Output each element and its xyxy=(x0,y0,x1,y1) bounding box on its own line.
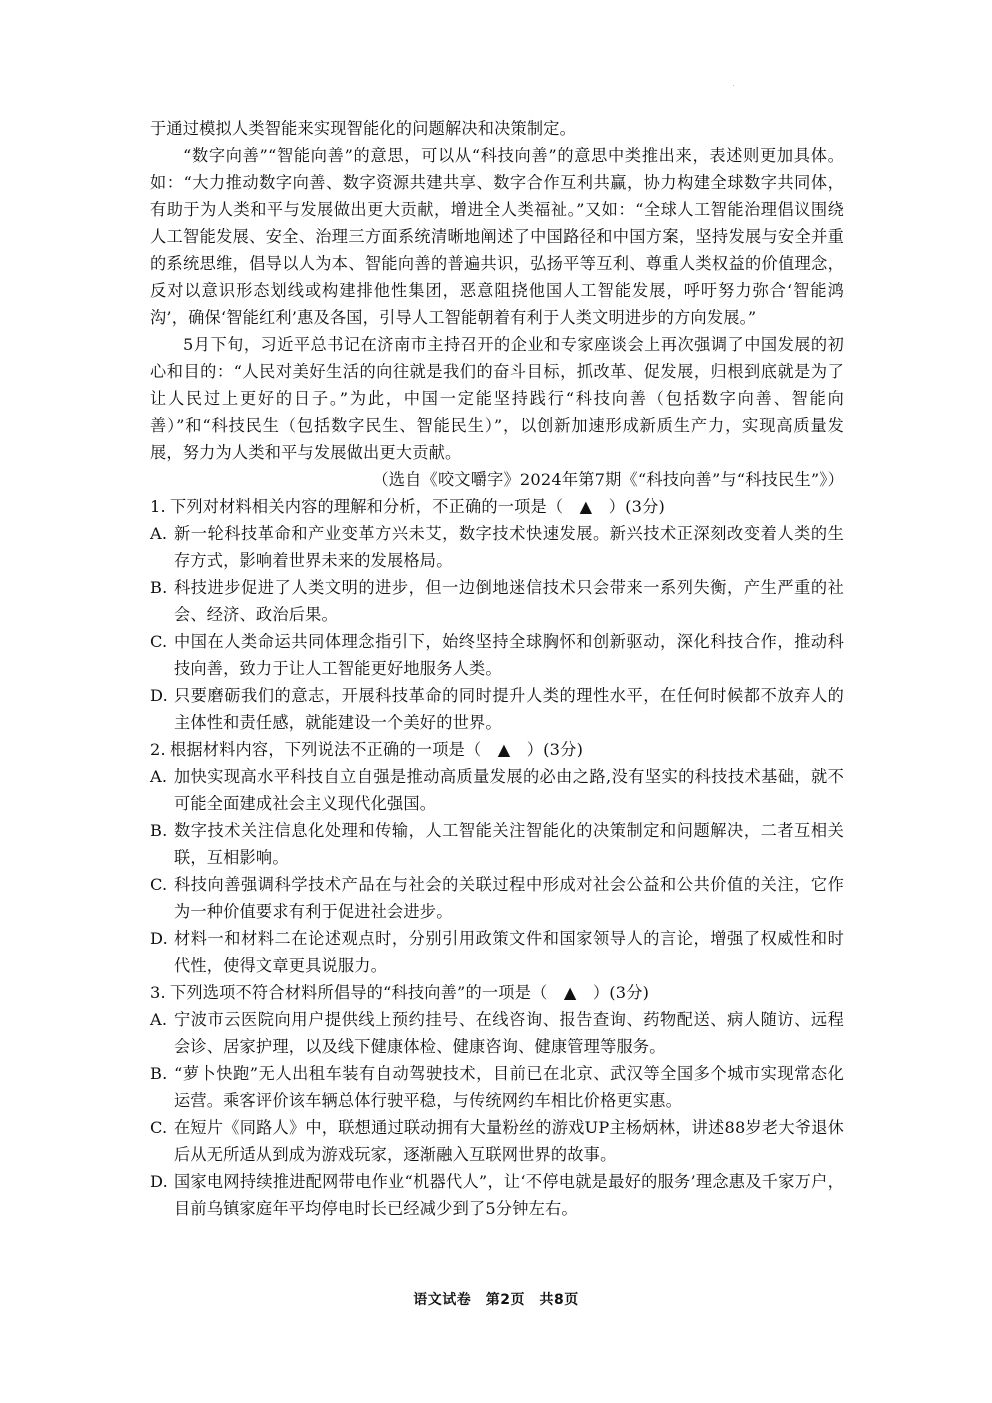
option-letter: C. xyxy=(150,875,168,894)
question-number: 3. xyxy=(150,983,166,1002)
option-letter: D. xyxy=(150,929,168,948)
option xyxy=(150,925,844,979)
passage-paragraph-1: “数字向善”“智能向善”的意思，可以从“科技向善”的意思中类推出来，表述则更加具体。如：“大力推动数字向善、数字资源共建共享、数字合作互利共赢，协力构建全球数字共同体，有助于为人类和平与发展做出更大贡献，增进全人类福祉。”又如：“全球人工智能治理倡议围绕人工智能发展、安全、治理三方面系统清晰地阐述了中国路径和中国方案，坚持发展与安全并重的系统思维，倡导以人为本、智能向善的普遍共识，弘扬平等互利、尊重人类权益的价值理念，反对以意识形态划线或构建排他性集团，恶意阻挠他国人工智能发展，呼吁努力弥合‘智能鸿沟’，确保‘智能红利’惠及各国，引导人工智能朝着有利于人类文明进步的方向发展。” xyxy=(150,146,844,327)
option-text: 在短片《同路人》中，联想通过联动拥有大量粉丝的游戏UP主杨炳林，讲述88岁老大爷退休后从无所适从到成为游戏玩家，逐渐融入互联网世界的故事。 xyxy=(174,1118,844,1164)
passage-continued-line: 于通过模拟人类智能来实现智能化的问题解决和决策制定。 xyxy=(150,119,577,138)
option xyxy=(150,1006,844,1060)
passage-paragraph-2: 5月下旬，习近平总书记在济南市主持召开的企业和专家座谈会上再次强调了中国发展的初心和目的：“人民对美好生活的向往就是我们的奋斗目标，抓改革、促发展，归根到底就是为了让人民过上更好的日子。”为此，中国一定能坚持践行“科技向善（包括数字向善、智能向善）”和“科技民生（包括数字民生、智能民生）”，以创新加速形成新质生产力，实现高质量发展，努力为人类和平与发展做出更大贡献。 xyxy=(150,335,844,462)
option xyxy=(150,871,844,925)
question-1 xyxy=(150,493,844,736)
option xyxy=(150,1168,844,1222)
option xyxy=(150,1060,844,1114)
option-letter: B. xyxy=(150,1064,168,1083)
option-letter: C. xyxy=(150,1118,168,1137)
option-letter: A. xyxy=(150,767,168,786)
question-number: 1. xyxy=(150,497,166,516)
question-stem: 下列选项不符合材料所倡导的“科技向善”的一项是（ ▲ ）(3分) xyxy=(170,983,650,1002)
option xyxy=(150,1114,844,1168)
option-letter: C. xyxy=(150,632,168,651)
option xyxy=(150,628,844,682)
option-letter: B. xyxy=(150,821,168,840)
question-stem: 下列对材料相关内容的理解和分析，不正确的一项是（ ▲ ）(3分) xyxy=(170,497,666,516)
option-text: 数字技术关注信息化处理和传输，人工智能关注智能化的决策制定和问题解决，二者互相关联，互相影响。 xyxy=(174,821,844,867)
option xyxy=(150,763,844,817)
option-text: 材料一和材料二在论述观点时，分别引用政策文件和国家领导人的言论，增强了权威性和时代性，使得文章更具说服力。 xyxy=(174,929,844,975)
option-text: 宁波市云医院向用户提供线上预约挂号、在线咨询、报告查询、药物配送、病人随访、远程会诊、居家护理，以及线下健康体检、健康咨询、健康管理等服务。 xyxy=(174,1010,844,1056)
page-footer: 语文试卷 第2页 共8页 xyxy=(413,1292,579,1308)
option-text: 科技进步促进了人类文明的进步，但一边倒地迷信技术只会带来一系列失衡，产生严重的社会、经济、政治后果。 xyxy=(174,578,844,624)
option-text: 新一轮科技革命和产业变革方兴未艾，数字技术快速发展。新兴技术正深刻改变着人类的生存方式，影响着世界未来的发展格局。 xyxy=(174,524,844,570)
option-letter: D. xyxy=(150,1172,168,1191)
question-stem: 根据材料内容，下列说法不正确的一项是（ ▲ ）(3分) xyxy=(170,740,584,759)
option-text: 中国在人类命运共同体理念指引下，始终坚持全球胸怀和创新驱动，深化科技合作，推动科技向善，致力于让人工智能更好地服务人类。 xyxy=(174,632,844,678)
option-letter: A. xyxy=(150,1010,168,1029)
option-letter: A. xyxy=(150,524,168,543)
question-number: 2. xyxy=(150,740,166,759)
option xyxy=(150,520,844,574)
question-3 xyxy=(150,979,844,1222)
option-text: 科技向善强调科学技术产品在与社会的关联过程中形成对社会公益和公共价值的关注，它作为一种价值要求有利于促进社会进步。 xyxy=(174,875,844,921)
option-text: 加快实现高水平科技自立自强是推动高质量发展的必由之路,没有坚实的科技技术基础，就不可能全面建成社会主义现代化强国。 xyxy=(174,767,844,813)
option-text: 国家电网持续推进配网带电作业“机器代人”，让‘不停电就是最好的服务’理念惠及千家万户，目前乌镇家庭年平均停电时长已经减少到了5分钟左右。 xyxy=(174,1172,844,1218)
option-text: 只要磨砺我们的意志，开展科技革命的同时提升人类的理性水平，在任何时候都不放弃人的主体性和责任感，就能建设一个美好的世界。 xyxy=(174,686,844,732)
passage-source: （选自《咬文嚼字》2024年第7期《“科技向善”与“科技民生”》） xyxy=(372,470,844,489)
question-2 xyxy=(150,736,844,979)
option-letter: D. xyxy=(150,686,168,705)
option xyxy=(150,817,844,871)
option xyxy=(150,574,844,628)
option-letter: B. xyxy=(150,578,168,597)
scan-speck xyxy=(733,85,734,86)
option-text: “萝卜快跑”无人出租车装有自动驾驶技术，目前已在北京、武汉等全国多个城市实现常态化运营。乘客评价该车辆总体行驶平稳，与传统网约车相比价格更实惠。 xyxy=(174,1064,844,1110)
option xyxy=(150,682,844,736)
page-content xyxy=(150,115,844,1222)
